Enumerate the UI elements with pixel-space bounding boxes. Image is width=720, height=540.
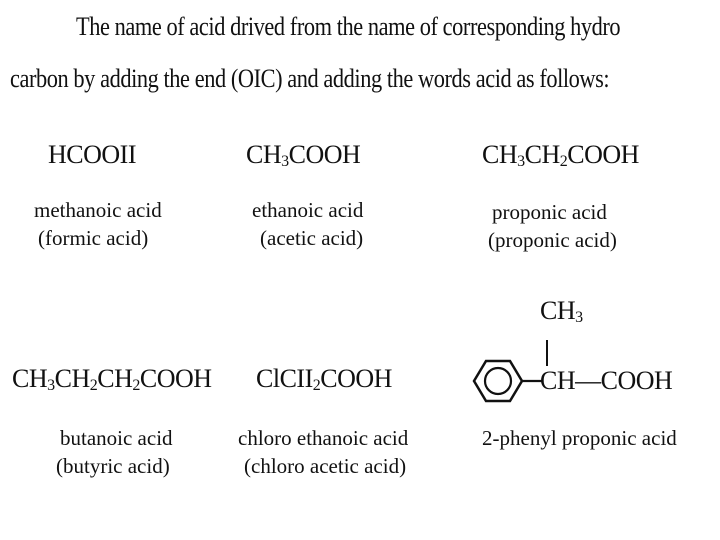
chain-ch-cooh: CH—COOH <box>540 366 673 395</box>
formula-subscript: 2 <box>559 153 568 170</box>
intro-line-1: The name of acid drived from the name of corresponding hydro <box>76 12 621 41</box>
common-name-proponic: (proponic acid) <box>488 228 617 252</box>
formula-butanoic <box>12 364 212 394</box>
acid-name-butanoic: butanoic acid <box>60 426 173 450</box>
formula-subscript: 3 <box>575 309 583 326</box>
formula-text: COOH <box>139 364 212 393</box>
intro-line-2: carbon by adding the end (OIC) and adding the words acid as follows: <box>10 64 610 93</box>
formula-subscript: 2 <box>89 377 98 394</box>
formula-subscript: 3 <box>517 153 525 170</box>
acid-name-methanoic: methanoic acid <box>34 198 162 222</box>
acid-name-proponic: proponic acid <box>492 200 607 224</box>
benzene-aromatic-circle <box>485 368 511 394</box>
formula-subscript: 3 <box>47 377 55 394</box>
formula-text: COOH <box>567 140 639 169</box>
formula-chloroethanoic <box>256 364 392 394</box>
common-name-formic: (formic acid) <box>38 226 149 250</box>
acid-name-2-phenyl-proponic: 2-phenyl proponic acid <box>482 426 677 450</box>
formula-text: ClCII <box>256 364 313 393</box>
acid-name-chloroethanoic: chloro ethanoic acid <box>238 426 409 450</box>
common-name-acetic: (acetic acid) <box>260 226 364 250</box>
acid-name-ethanoic: ethanoic acid <box>252 198 364 222</box>
common-name-chloroacetic: (chloro acetic acid) <box>244 454 407 478</box>
formula-proponic <box>482 140 639 170</box>
formula-text: CH <box>54 364 90 393</box>
formula-subscript: 3 <box>281 153 289 170</box>
formula-text: CH <box>540 296 576 325</box>
formula-text: CH <box>524 140 560 169</box>
formula-text: COOH <box>288 140 361 169</box>
formula-ethanoic <box>246 140 360 170</box>
formula-text: CH <box>482 140 518 169</box>
formula-subscript: 2 <box>132 377 140 394</box>
formula-text: HCOOII <box>48 140 136 169</box>
formula-text: CH <box>97 364 133 393</box>
formula-text: CH <box>246 140 282 169</box>
common-name-butyric: (butyric acid) <box>56 454 170 478</box>
formula-methanoic <box>48 140 136 170</box>
methyl-group-label <box>540 296 583 326</box>
formula-text: COOH <box>320 364 392 393</box>
formula-subscript: 2 <box>312 377 321 394</box>
formula-text: CH <box>12 364 48 393</box>
